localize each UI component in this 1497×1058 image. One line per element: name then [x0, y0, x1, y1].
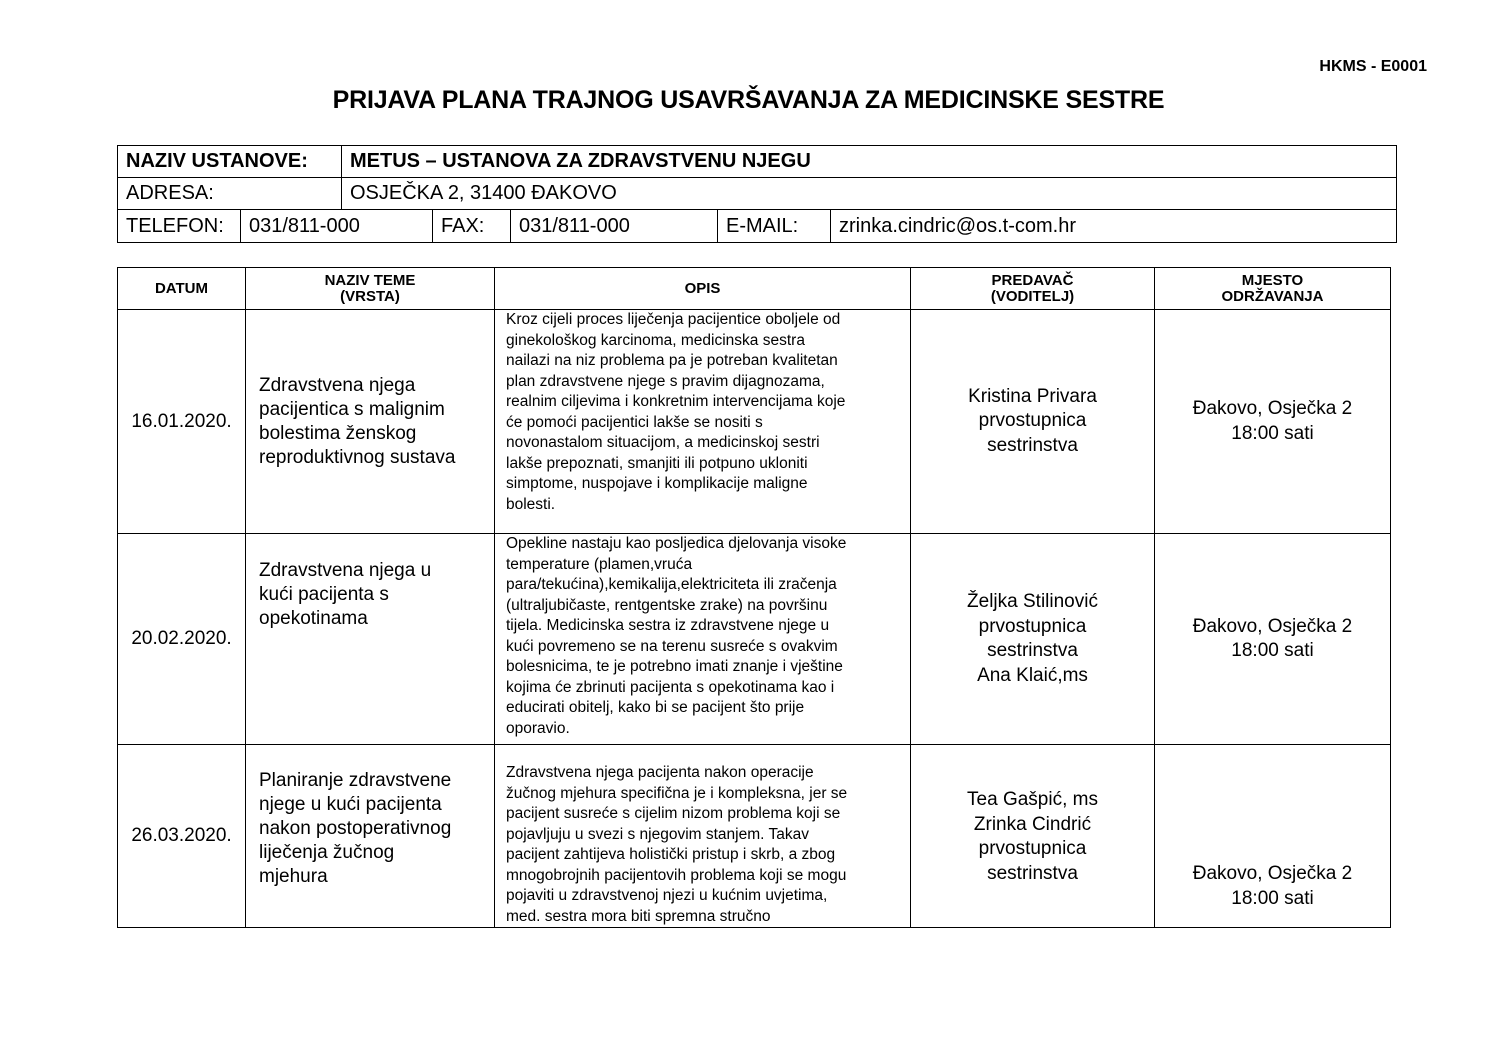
table-header-row [118, 268, 1391, 310]
cell-line: 18:00 sati [1231, 640, 1314, 661]
cell-line: Zdravstvena njega pacijenta nakon operacije [506, 764, 814, 781]
cell-line: realnim ciljevima i konkretnim intervencijama koje [506, 393, 846, 410]
cell-line: prvostupnica [978, 615, 1087, 637]
cell-line: novonastalom situacijom, a medicinskoj sestri [506, 434, 820, 451]
cell-line: temperature (plamen,vruća [506, 555, 693, 573]
cell-line: (ultraljubičaste, rentgentske zrake) na površinu [506, 596, 828, 614]
header-lecturer [911, 268, 1155, 310]
fax-value: 031/811-000 [511, 210, 718, 242]
cell-line: lakše prepoznati, smanjiti ili potpuno ukloniti [506, 454, 808, 472]
cell-line: bolesti. [506, 495, 556, 513]
cell-line: prvostupnica [978, 410, 1087, 432]
header-topic [246, 268, 495, 310]
header-date: DATUM [118, 268, 246, 310]
header-lecturer-line1: PREDAVAČ [991, 271, 1074, 289]
date-cell: 20.02.2020. [118, 534, 246, 745]
cell-line: pojavljuju u svezi s njegovim stanjem. Takav [506, 825, 809, 843]
cell-line: pacijentica s malignim [259, 398, 445, 420]
place-cell [1155, 534, 1391, 745]
cell-line: nailazi na niz problema pa je potreban kvalitetan [506, 352, 838, 369]
cell-line: simptome, nuspojave i komplikacije maligne [506, 475, 808, 492]
cell-line: Željka Stilinović [967, 591, 1098, 612]
institution-name-label: NAZIV USTANOVE: [118, 146, 342, 177]
cell-line: para/tekućina),kemikalija,elektriciteta ili zračenja [506, 576, 837, 593]
lecturer-cell [911, 310, 1155, 534]
cell-line: Tea Gašpić, ms [967, 789, 1098, 810]
institution-info-table [117, 145, 1397, 243]
cell-line: kući pacijenta s [259, 584, 389, 605]
header-place-line1: MJESTO [1241, 271, 1304, 289]
table-row [118, 745, 1391, 928]
cell-line: pacijent susreće s cijelim nizom problema koji se [506, 805, 841, 822]
cell-line: med. sestra mora biti spremna stručno [506, 907, 771, 925]
description-cell [495, 745, 911, 928]
cell-line: opekotinama [259, 608, 368, 629]
lecturer-cell [911, 745, 1155, 928]
cell-line: Đakovo, Osječka 2 [1192, 398, 1353, 419]
cell-line: oporavio. [506, 719, 570, 737]
cell-line: Kristina Privara [968, 385, 1097, 407]
table-row [118, 534, 1391, 745]
cell-line: pojaviti u zdravstvenoj njezi u kućnim uvjetima, [506, 887, 828, 904]
address-label: ADRESA: [118, 178, 342, 209]
cell-line: sestrinstva [987, 434, 1078, 456]
cell-line: ginekološkog karcinoma, medicinska sestra [506, 331, 805, 349]
cell-line: 18:00 sati [1231, 422, 1314, 444]
cell-line: Opekline nastaju kao posljedica djelovanja visoke [506, 535, 847, 552]
place-cell [1155, 310, 1391, 534]
cell-line: kojima će zbrinuti pacijenta s opekotinama kao i [506, 678, 835, 696]
date-cell: 26.03.2020. [118, 745, 246, 928]
header-place [1155, 268, 1391, 310]
cell-line: Planiranje zdravstvene [259, 770, 452, 791]
cell-line: mjehura [259, 866, 328, 887]
cell-line: pacijent zahtijeva holistički pristup i skrb, a zbog [506, 846, 836, 863]
header-place-line2: ODRŽAVANJA [1221, 287, 1324, 305]
cell-line: njege u kući pacijenta [259, 794, 442, 815]
institution-name-row [118, 146, 1396, 178]
cell-line: Đakovo, Osječka 2 [1192, 863, 1353, 884]
institution-name-value: METUS – USTANOVA ZA ZDRAVSTVENU NJEGU [350, 150, 811, 172]
header-lecturer-line2: (VODITELJ) [990, 287, 1075, 305]
topic-cell [246, 745, 495, 928]
header-description: OPIS [495, 268, 911, 310]
cell-line: plan zdravstvene njege s pravim dijagnozama, [506, 372, 825, 390]
cell-line: Kroz cijeli proces liječenja pacijentice oboljele od [506, 311, 841, 328]
cell-line: tijela. Medicinska sestra iz zdravstvene njege u [506, 617, 830, 634]
page-title: PRIJAVA PLANA TRAJNOG USAVRŠAVANJA ZA MEDICINSKE SESTRE [332, 86, 1165, 114]
cell-line: mnogobrojnih pacijentovih problema koji se mogu [506, 866, 847, 884]
email-label: E-MAIL: [718, 210, 831, 242]
cell-line: 18:00 sati [1231, 887, 1314, 909]
cell-line: Đakovo, Osječka 2 [1192, 615, 1353, 637]
cell-line: Zrinka Cindrić [973, 813, 1092, 835]
cell-line: sestrinstva [987, 640, 1078, 661]
cell-line: nakon postoperativnog [259, 818, 452, 839]
phone-value: 031/811-000 [241, 210, 433, 242]
address-value: OSJEČKA 2, 31400 ĐAKOVO [350, 182, 617, 204]
cell-line: Zdravstvena njega u [259, 560, 432, 581]
lecturer-cell [911, 534, 1155, 745]
date-cell: 16.01.2020. [118, 310, 246, 534]
cell-line: reproduktivnog sustava [259, 446, 456, 468]
email-value: zrinka.cindric@os.t-com.hr [839, 214, 1077, 237]
institution-contact-row [118, 210, 1396, 242]
header-topic-line1: NAZIV TEME [324, 271, 416, 289]
table-row [118, 310, 1391, 534]
description-cell [495, 534, 911, 745]
institution-address-row [118, 178, 1396, 210]
cell-line: žučnog mjehura specifična je i kompleksna, jer se [506, 784, 848, 802]
header-topic-line2: (VRSTA) [340, 287, 400, 305]
place-cell [1155, 745, 1391, 928]
cell-line: liječenja žučnog [259, 842, 395, 863]
cell-line: kući povremeno se na terenu susreće s ovakvim [506, 637, 838, 655]
cell-line: educirati obitelj, kako bi se pacijent što prije [506, 699, 805, 716]
fax-label: FAX: [433, 210, 511, 242]
phone-label: TELEFON: [118, 210, 241, 242]
cell-line: sestrinstva [987, 862, 1078, 884]
document-code: HKMS - E0001 [1319, 58, 1427, 75]
cell-line: će pomoći pacijentici lakše se nositi s [506, 413, 763, 431]
topic-cell [246, 534, 495, 745]
description-cell [495, 310, 911, 534]
cell-line: bolestima ženskog [259, 422, 417, 444]
cell-line: Ana Klaić,ms [977, 664, 1088, 686]
cell-line: bolesnicima, te je potrebno imati znanje i vještine [506, 658, 843, 675]
topic-cell [246, 310, 495, 534]
education-plan-table [117, 267, 1391, 928]
cell-line: Zdravstvena njega [259, 374, 416, 396]
cell-line: prvostupnica [978, 838, 1087, 859]
